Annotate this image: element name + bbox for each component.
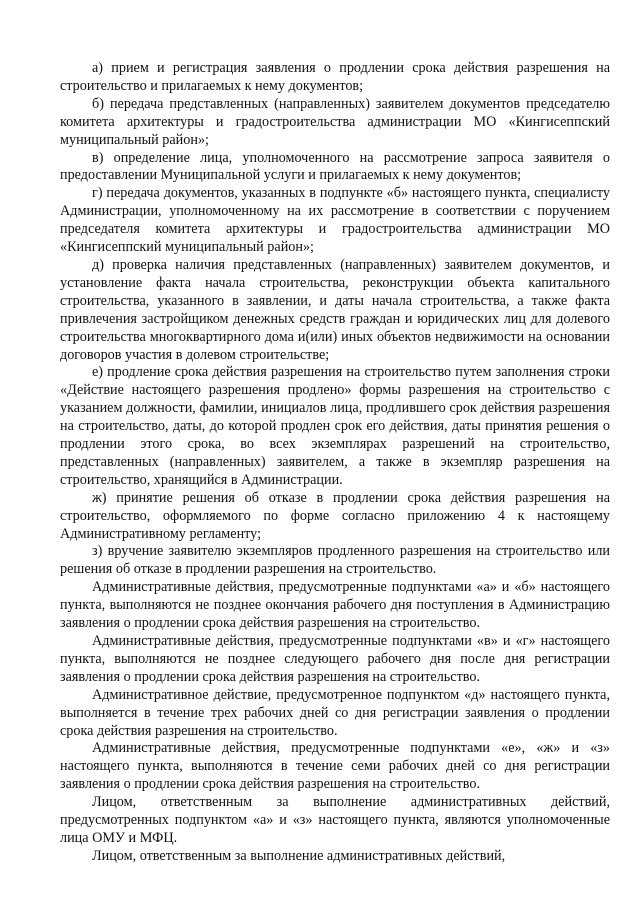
paragraph-item-v: в) определение лица, уполномоченного на рассмотрение запроса заявителя о предоставлении Муниципальной услуги и прилагаемых к нему документов; <box>60 149 610 184</box>
paragraph-item-z: з) вручение заявителю экземпляров продленного разрешения на строительство или решения об отказе в продлении разрешения на строительство. <box>60 543 610 578</box>
paragraph-actions-a-b: Административные действия, предусмотренные подпунктами «а» и «б» настоящего пункта, выполняются не позднее окончания рабочего дня поступления в Администрацию заявления о продлении срока действия разрешения на строительство. <box>60 579 610 632</box>
paragraph-item-zh: ж) принятие решения об отказе в продлении срока действия разрешения на строительство, оформляемого по форме согласно приложению 4 к настоящему Административному регламенту; <box>60 489 610 542</box>
paragraph-item-d: д) проверка наличия представленных (направленных) заявителем документов, и установление факта начала строительства, реконструкции объекта капитального строительства, указанного в заявлении, и даты начала строительства, а также факта привлечения застройщиком денежных средств граждан и юридических лиц для долевого строительства многоквартирного дома и(или) иных объектов недвижимости на основании договоров участия в долевом строительстве; <box>60 256 610 363</box>
paragraph-actions-e-zh-z: Административные действия, предусмотренные подпунктами «е», «ж» и «з» настоящего пункта, выполняются в течение семи рабочих дней со дня регистрации заявления о продлении срока действия разрешения на строительство. <box>60 740 610 793</box>
paragraph-item-g: г) передача документов, указанных в подпункте «б» настоящего пункта, специалисту Администрации, уполномоченному на их рассмотрение в соответствии с поручением председателя комитета архитектуры и градостроительства администрации МО «Кингисеппский муниципальный район»; <box>60 185 610 256</box>
paragraph-item-b: б) передача представленных (направленных) заявителем документов председателю комитета архитектуры и градостроительства администрации МО «Кингисеппский муниципальный район»; <box>60 95 610 148</box>
document-page <box>60 60 610 866</box>
paragraph-responsible-a-z: Лицом, ответственным за выполнение административных действий, предусмотренных подпунктом «а» и «з» настоящего пункта, являются уполномоченные лица ОМУ и МФЦ. <box>60 794 610 846</box>
paragraph-item-a: а) прием и регистрация заявления о продлении срока действия разрешения на строительство и прилагаемых к нему документов; <box>60 60 610 94</box>
paragraph-responsible-continued: Лицом, ответственным за выполнение административных действий, <box>92 847 506 864</box>
paragraph-actions-v-g: Административные действия, предусмотренные подпунктами «в» и «г» настоящего пункта, выполняются не позднее следующего рабочего дня после дня регистрации заявления о продлении срока действия разрешения на строительство. <box>60 633 610 685</box>
paragraph-action-d: Административное действие, предусмотренное подпунктом «д» настоящего пункта, выполняется в течение трех рабочих дней со дня регистрации заявления о продлении срока действия разрешения на строительство. <box>60 686 610 739</box>
paragraph-item-e: е) продление срока действия разрешения на строительство путем заполнения строки «Действие настоящего разрешения продлено» формы разрешения на строительство с указанием должности, фамилии, инициалов лица, продлившего срок действия разрешения на строительство, даты, до которой продлен срок его действия, даты принятия решения о продлении этого срока, во всех экземплярах разрешений на строительство, представленных (направленных) заявителем, а также в экземпляр разрешения на строительство, хранящийся в Администрации. <box>60 364 610 488</box>
